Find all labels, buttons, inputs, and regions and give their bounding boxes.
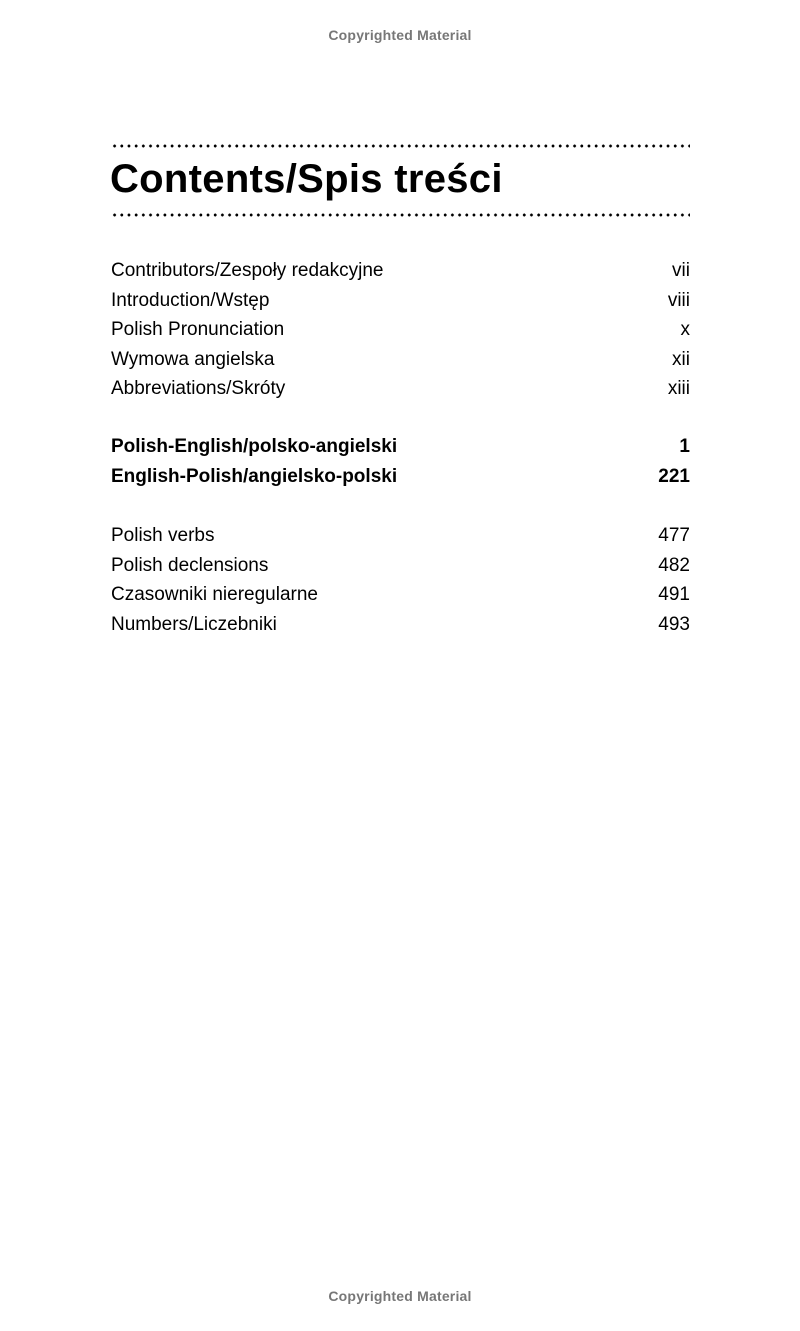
toc-entry-title: Czasowniki nieregularne bbox=[111, 584, 318, 605]
toc-entry-title: Abbreviations/Skróty bbox=[111, 378, 286, 399]
page-title: Contents/Spis treści bbox=[110, 157, 503, 201]
toc-entry-page: 477 bbox=[658, 525, 690, 546]
toc-entry-page: 482 bbox=[658, 554, 690, 576]
toc-entry-page: 221 bbox=[658, 465, 690, 487]
toc-section-front-matter bbox=[111, 256, 690, 404]
toc-entry-wymowa-angielska[interactable] bbox=[111, 345, 690, 375]
toc-entry-title: Wymowa angielska bbox=[111, 348, 275, 370]
toc-entry-title: Polish verbs bbox=[111, 525, 215, 546]
toc-entry-title: Numbers/Liczebniki bbox=[111, 613, 277, 635]
toc-entry-title: English-Polish/angielsko-polski bbox=[111, 465, 398, 487]
toc-entry-title: Polish-English/polsko-angielski bbox=[111, 436, 398, 457]
copyright-watermark-top: Copyrighted Material bbox=[328, 27, 472, 43]
toc-entry-page: 491 bbox=[658, 584, 690, 605]
toc-entry-english-polish[interactable] bbox=[111, 462, 690, 492]
toc-section-appendices bbox=[111, 521, 690, 639]
toc-entry-numbers[interactable] bbox=[111, 610, 690, 640]
dotted-rule-bottom bbox=[111, 213, 690, 217]
toc-entry-abbreviations[interactable] bbox=[111, 374, 690, 404]
toc-entry-title: Introduction/Wstęp bbox=[111, 289, 270, 311]
toc-entry-polish-pronunciation[interactable] bbox=[111, 315, 690, 345]
toc-entry-page: x bbox=[680, 319, 690, 340]
copyright-watermark-bottom: Copyrighted Material bbox=[328, 1288, 472, 1304]
toc-entry-introduction[interactable] bbox=[111, 286, 690, 316]
toc-entry-page: xiii bbox=[667, 378, 690, 399]
toc-entry-page: 1 bbox=[679, 436, 690, 457]
toc-section-dictionary bbox=[111, 432, 690, 491]
toc-entry-page: vii bbox=[672, 260, 690, 281]
toc-entry-title: Polish Pronunciation bbox=[111, 319, 285, 340]
toc-entry-title: Polish declensions bbox=[111, 554, 269, 576]
toc-entry-polish-verbs[interactable] bbox=[111, 521, 690, 551]
dotted-rule-top bbox=[111, 144, 690, 148]
toc-entry-polish-declensions[interactable] bbox=[111, 551, 690, 581]
toc-entry-polish-english[interactable] bbox=[111, 432, 690, 462]
toc-entry-czasowniki-nieregularne[interactable] bbox=[111, 580, 690, 610]
toc-entry-page: viii bbox=[667, 289, 690, 311]
toc-entry-contributors[interactable] bbox=[111, 256, 690, 286]
toc-entry-page: 493 bbox=[658, 613, 690, 635]
toc-entry-page: xii bbox=[672, 348, 690, 370]
toc-entry-title: Contributors/Zespoły redakcyjne bbox=[111, 260, 384, 281]
